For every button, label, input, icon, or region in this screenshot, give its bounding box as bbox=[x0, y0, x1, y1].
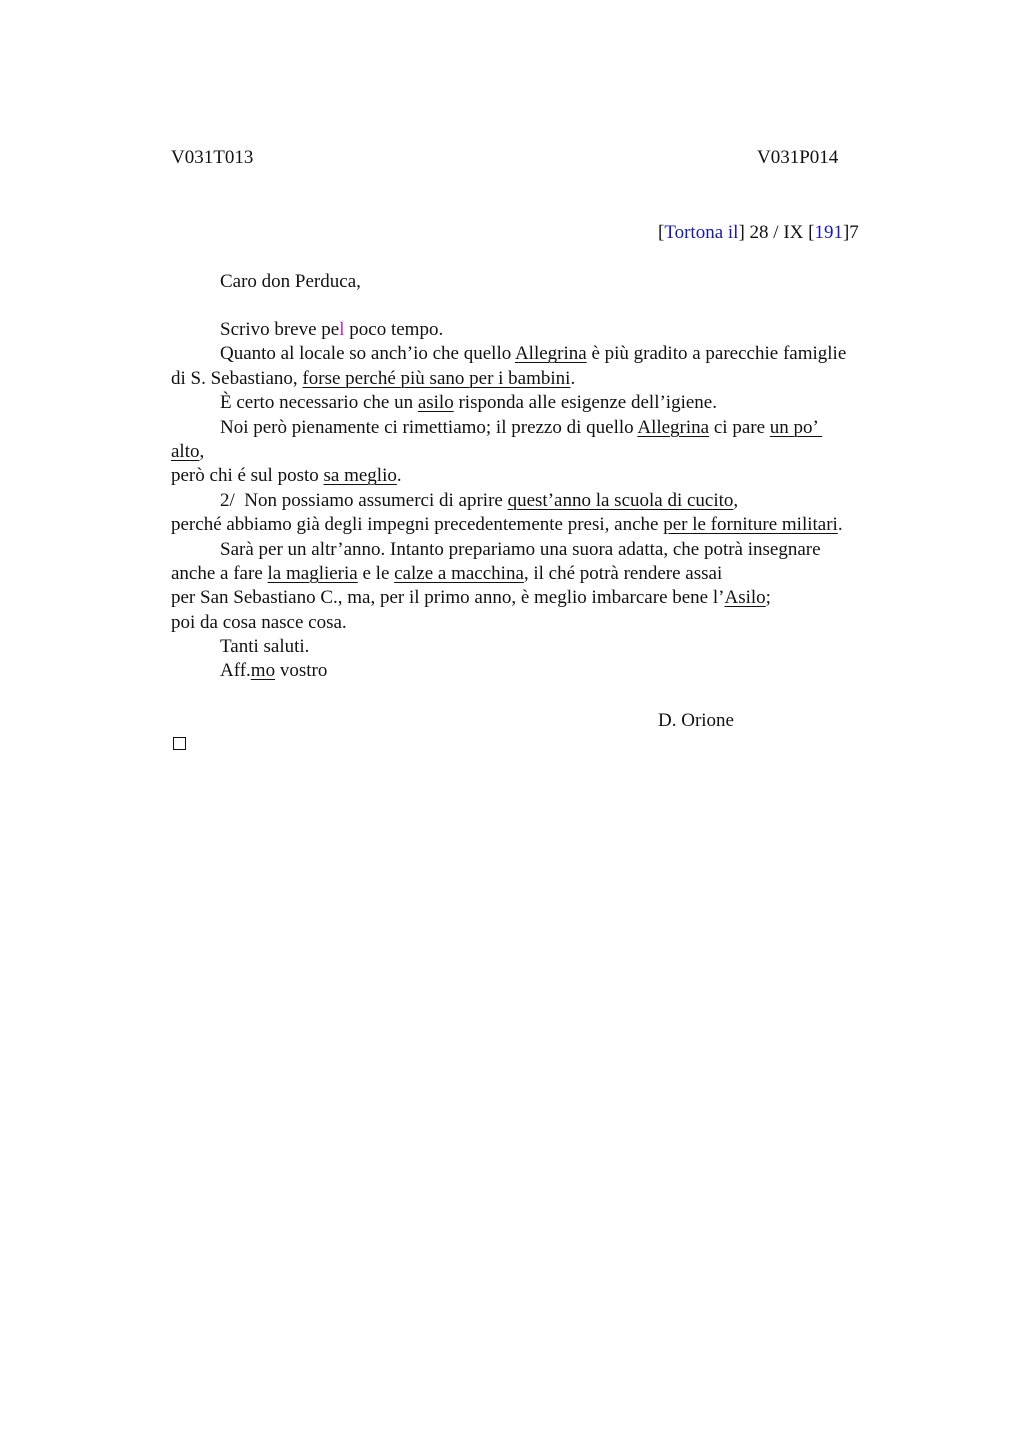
dateline-bracket: [ bbox=[658, 222, 665, 243]
letter-line bbox=[171, 440, 911, 464]
dateline-bracket: [ bbox=[808, 222, 815, 243]
text-run: Quanto al locale so anch’io che quello bbox=[220, 343, 515, 365]
text-run: 2/ Non possiamo assumerci di aprire bbox=[220, 489, 508, 511]
underlined-text: Asilo bbox=[724, 587, 766, 609]
text-run: vostro bbox=[275, 660, 328, 682]
letter-line bbox=[171, 562, 911, 586]
text-run: . bbox=[570, 367, 576, 389]
text-run: risponda alle esigenze dell’igiene. bbox=[453, 392, 717, 414]
letter-body bbox=[171, 318, 911, 684]
text-run: e le bbox=[357, 562, 395, 584]
letter-line bbox=[171, 367, 911, 391]
dateline-bracket: ] bbox=[842, 222, 850, 243]
underlined-text: mo bbox=[250, 660, 276, 682]
signature: D. Orione bbox=[658, 710, 734, 731]
letter-line: Tanti saluti. bbox=[220, 636, 310, 658]
text-run: , bbox=[199, 440, 205, 462]
dateline-year-suffix: 7 bbox=[849, 222, 859, 243]
text-run: poco tempo. bbox=[344, 319, 444, 340]
letter-line bbox=[171, 659, 911, 683]
end-box-icon bbox=[173, 737, 186, 750]
underlined-text: calze a macchina bbox=[394, 562, 524, 584]
text-run: È certo necessario che un bbox=[220, 392, 418, 414]
letter-line bbox=[171, 416, 911, 440]
underlined-text: un po’ bbox=[769, 416, 823, 438]
text-run: Noi però pienamente ci rimettiamo; il prezzo di quello bbox=[220, 416, 638, 438]
text-run: ci pare bbox=[709, 416, 770, 438]
text-run: Scrivo breve pe bbox=[220, 319, 340, 340]
text-run: anche a fare bbox=[171, 562, 268, 584]
letter-line bbox=[171, 489, 911, 513]
text-run: Aff. bbox=[220, 660, 251, 682]
text-run: , il ché potrà rendere assai bbox=[523, 562, 723, 584]
dateline bbox=[658, 221, 859, 245]
letter-line bbox=[171, 342, 911, 366]
text-run: perché abbiamo già degli impegni precedentemente presi, anche bbox=[171, 514, 664, 536]
underlined-text: per le forniture militari bbox=[663, 514, 838, 536]
underlined-text: la maglieria bbox=[267, 562, 358, 584]
letter-line bbox=[171, 513, 911, 537]
underlined-text: Allegrina bbox=[514, 343, 587, 365]
text-run: , bbox=[733, 489, 739, 511]
letter-line: Sarà per un altr’anno. Intanto prepariamo una suora adatta, che potrà insegnare bbox=[220, 538, 821, 560]
underlined-text: asilo bbox=[417, 392, 454, 414]
text-run: per San Sebastiano C., ma, per il primo anno, è meglio imbarcare bene l’ bbox=[171, 587, 725, 609]
dateline-date: 28 / IX bbox=[744, 222, 809, 243]
underlined-text: Allegrina bbox=[637, 416, 710, 438]
text-run: però chi é sul posto bbox=[171, 465, 324, 487]
dateline-place: Tortona il bbox=[664, 222, 739, 243]
underlined-text: alto bbox=[171, 440, 200, 462]
text-run: . bbox=[396, 465, 402, 487]
salutation: Caro don Perduca, bbox=[220, 271, 361, 292]
letter-line bbox=[171, 586, 911, 610]
underlined-text: forse perché più sano per i bambini bbox=[302, 367, 571, 389]
dateline-bracket: ] bbox=[738, 222, 745, 243]
letter-line: poi da cosa nasce cosa. bbox=[171, 611, 347, 633]
letter-line bbox=[171, 318, 911, 342]
dateline-year-prefix: 191 bbox=[814, 222, 843, 243]
letter-line bbox=[171, 464, 911, 488]
text-run: è più gradito a parecchie famiglie bbox=[586, 343, 847, 365]
document-code-right: V031P014 bbox=[757, 147, 839, 168]
editorial-correction: l bbox=[339, 319, 345, 340]
text-run: ; bbox=[765, 587, 771, 609]
underlined-text: sa meglio bbox=[323, 465, 397, 487]
text-run: di S. Sebastiano, bbox=[171, 367, 303, 389]
underlined-text: quest’anno la scuola di cucito bbox=[507, 489, 734, 511]
letter-line bbox=[171, 391, 911, 415]
document-code-left: V031T013 bbox=[171, 147, 254, 168]
text-run: . bbox=[837, 514, 843, 536]
